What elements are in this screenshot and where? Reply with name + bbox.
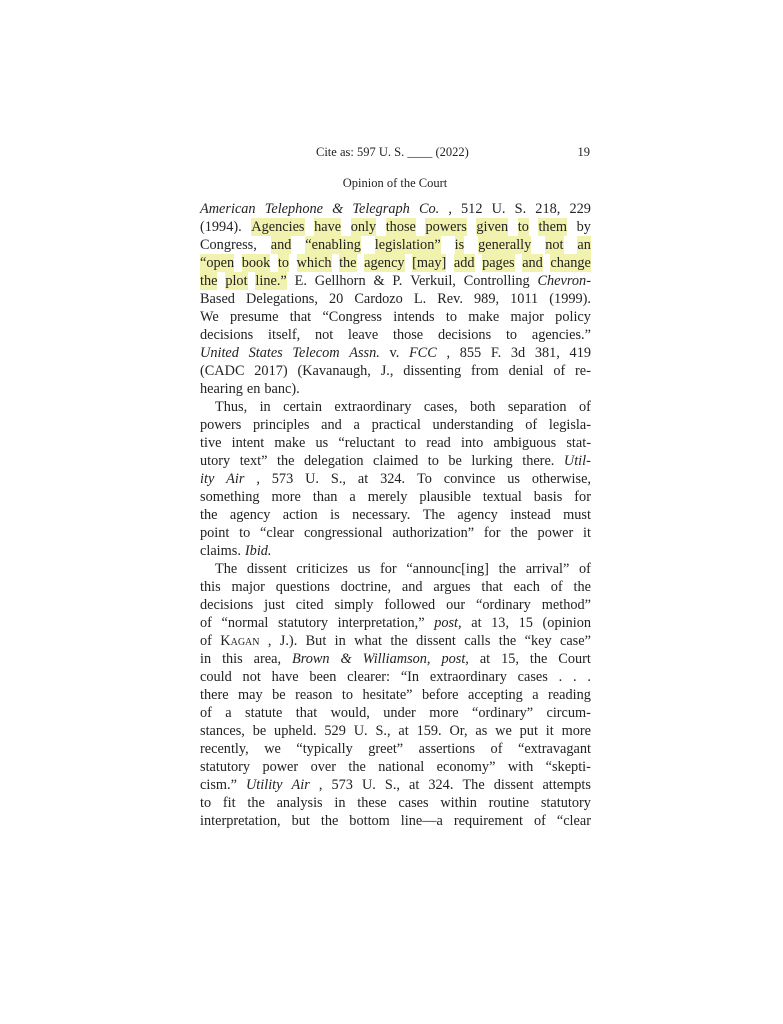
text-line: “open book to which the agency [may] add pages and change bbox=[200, 255, 591, 271]
text-line: stances, be upheld. 529 U. S., at 159. Or, as we put it more bbox=[200, 723, 591, 739]
text-line: Based Delegations, 20 Cardozo L. Rev. 989, 1011 (1999). bbox=[200, 291, 591, 307]
text-line: this major questions doctrine, and argues that each of the bbox=[200, 579, 591, 595]
text-line: in this area, Brown & Williamson, post, at 15, the Court bbox=[200, 651, 591, 667]
text-line: We presume that “Congress intends to make major policy bbox=[200, 309, 591, 325]
opinion-label: Opinion of the Court bbox=[342, 176, 448, 190]
text-line: could not have been clearer: “In extraordinary cases . . . bbox=[200, 669, 591, 685]
paragraph bbox=[200, 398, 591, 560]
text-line: there may be reason to hesitate” before accepting a reading bbox=[200, 687, 591, 703]
text-line: decisions just cited simply followed our “ordinary method” bbox=[200, 597, 591, 613]
text-line: the agency action is necessary. The agency instead must bbox=[200, 507, 591, 523]
text-line: interpretation, but the bottom line—a requirement of “clear bbox=[200, 813, 591, 829]
text-line: to fit the analysis in these cases within routine statutory bbox=[200, 795, 591, 811]
text-line: United States Telecom Assn. v. FCC , 855 F. 3d 381, 419 bbox=[200, 345, 591, 361]
text-line: Thus, in certain extraordinary cases, both separation of bbox=[215, 399, 591, 415]
paragraph bbox=[200, 560, 591, 830]
text-line: (CADC 2017) (Kavanaugh, J., dissenting from denial of re- bbox=[200, 363, 591, 379]
text-line: (1994). Agencies have only those powers given to them by bbox=[200, 219, 591, 235]
text-line: Congress, and “enabling legislation” is generally not an bbox=[200, 237, 591, 253]
text-line: ity Air , 573 U. S., at 324. To convince us otherwise, bbox=[200, 471, 591, 487]
text-line: The dissent criticizes us for “announc[ing] the arrival” of bbox=[215, 561, 591, 577]
text-line: recently, we “typically greet” assertions of “extravagant bbox=[200, 741, 591, 757]
page-number: 19 bbox=[577, 145, 590, 159]
text-line: utory text” the delegation claimed to be lurking there. Util- bbox=[200, 453, 591, 469]
text-line: of a statute that would, under more “ordinary” circum- bbox=[200, 705, 591, 721]
paragraph bbox=[200, 200, 591, 398]
text-line: statutory power over the national economy” with “skepti- bbox=[200, 759, 591, 775]
text-line: American Telephone & Telegraph Co. , 512 U. S. 218, 229 bbox=[200, 201, 591, 217]
text-line: point to “clear congressional authorization” for the power it bbox=[200, 525, 591, 541]
text-line: cism.” Utility Air , 573 U. S., at 324. The dissent attempts bbox=[200, 777, 591, 793]
text-line: hearing en banc). bbox=[200, 381, 300, 397]
text-line: something more than a merely plausible textual basis for bbox=[200, 489, 591, 505]
text-line: of “normal statutory interpretation,” post, at 13, 15 (opinion bbox=[200, 615, 591, 631]
text-line: decisions itself, not leave those decisions to agencies.” bbox=[200, 327, 591, 343]
text-line: tive intent make us “reluctant to read into ambiguous stat- bbox=[200, 435, 591, 451]
text-line: powers principles and a practical understanding of legisla- bbox=[200, 417, 591, 433]
text-line: claims. Ibid. bbox=[200, 543, 272, 559]
text-line: of Kagan , J.). But in what the dissent calls the “key case” bbox=[200, 633, 591, 649]
text-line: the plot line.” E. Gellhorn & P. Verkuil, Controlling Chevron- bbox=[200, 273, 591, 289]
citation: Cite as: 597 U. S. ____ (2022) bbox=[316, 145, 469, 159]
opinion-body bbox=[200, 200, 591, 830]
